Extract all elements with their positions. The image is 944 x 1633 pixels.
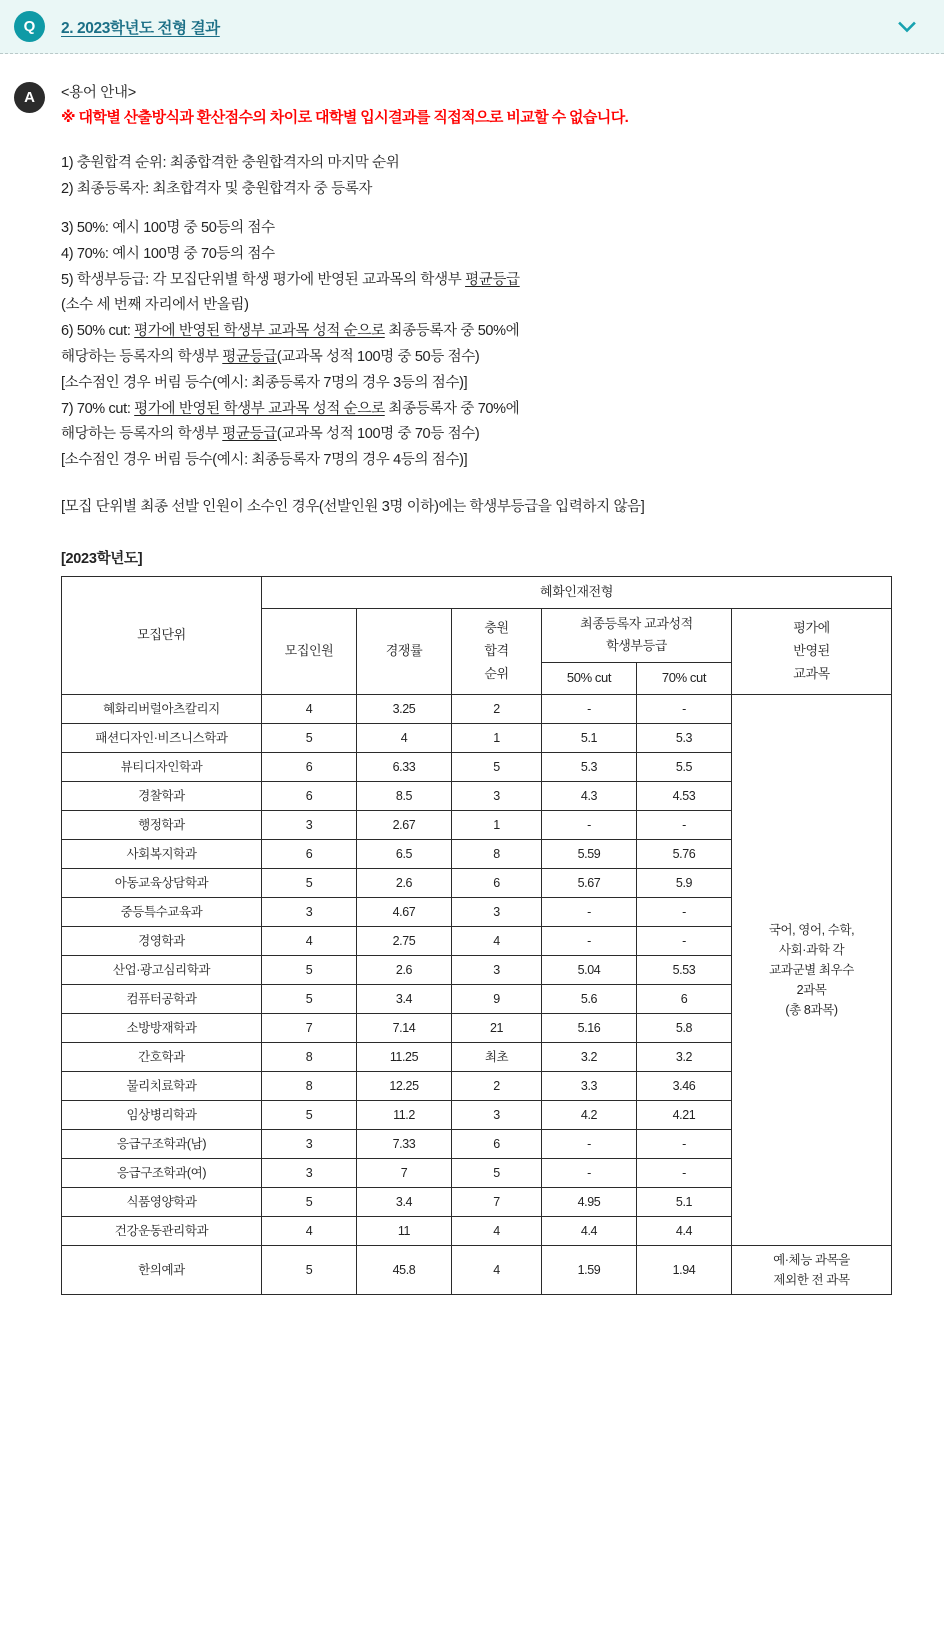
cell-dept: 컴퓨터공학과 (62, 984, 262, 1013)
cell-rank: 1 (452, 723, 542, 752)
cell-cut50: 5.59 (542, 839, 637, 868)
cell-cut70: 4.53 (637, 781, 732, 810)
col-header-ratio: 경쟁률 (357, 608, 452, 694)
header-row-1 (62, 576, 892, 608)
spacer (61, 474, 924, 495)
term-item-5 (61, 268, 924, 294)
cell-quota: 5 (262, 723, 357, 752)
cell-quota: 5 (262, 955, 357, 984)
cell-subject-main: 국어, 영어, 수학, 사회·과학 각 교과군별 최우수 2과목 (총 8과목) (732, 694, 892, 1245)
cell-cut50: 1.59 (542, 1245, 637, 1294)
term-item-7-cont (61, 422, 924, 448)
term-item-6-cont (61, 345, 924, 371)
cell-quota: 5 (262, 984, 357, 1013)
cell-ratio: 4.67 (357, 897, 452, 926)
cell-quota: 5 (262, 1245, 357, 1294)
cell-dept: 임상병리학과 (62, 1100, 262, 1129)
cell-dept: 물리치료학과 (62, 1071, 262, 1100)
term-7b-underline: 평균등급 (222, 426, 277, 443)
cell-dept: 응급구조학과(여) (62, 1158, 262, 1187)
cell-dept: 행정학과 (62, 810, 262, 839)
rank-line-3: 순위 (484, 665, 509, 681)
rank-line-1: 충원 (484, 620, 509, 636)
cell-ratio: 6.5 (357, 839, 452, 868)
cell-cut50: 5.6 (542, 984, 637, 1013)
cell-cut70: - (637, 926, 732, 955)
cell-quota: 4 (262, 926, 357, 955)
col-header-admission-type: 혜화인재전형 (262, 576, 892, 608)
col-header-quota: 모집인원 (262, 608, 357, 694)
cell-rank: 6 (452, 1129, 542, 1158)
cell-rank: 3 (452, 955, 542, 984)
term-5-underline: 평균등급 (465, 271, 520, 288)
cell-cut70: 5.8 (637, 1013, 732, 1042)
table-body (62, 694, 892, 1294)
cell-rank: 21 (452, 1013, 542, 1042)
cell-dept: 식품영양학과 (62, 1187, 262, 1216)
cell-ratio: 7.33 (357, 1129, 452, 1158)
grade-group-line-2: 학생부등급 (606, 638, 667, 654)
cell-cut50: 4.3 (542, 781, 637, 810)
term-7-post: 최종등록자 중 70%에 (384, 400, 520, 417)
cell-quota: 5 (262, 1187, 357, 1216)
faq-question-title[interactable]: 2. 2023학년도 전형 결과 (61, 19, 220, 37)
cell-quota: 7 (262, 1013, 357, 1042)
term-item-5-cont: (소수 세 번째 자리에서 반올림) (61, 297, 249, 314)
cell-rank: 5 (452, 752, 542, 781)
cell-cut70: - (637, 810, 732, 839)
cell-quota: 6 (262, 839, 357, 868)
cell-rank: 3 (452, 897, 542, 926)
term-item-1: 1) 충원합격 순위: 최종합격한 충원합격자의 마지막 순위 (61, 155, 400, 172)
cell-ratio: 2.6 (357, 955, 452, 984)
cell-ratio: 7.14 (357, 1013, 452, 1042)
cell-rank: 1 (452, 810, 542, 839)
chevron-down-icon[interactable] (896, 16, 918, 38)
faq-question-header[interactable] (0, 0, 944, 54)
cell-cut70: 5.9 (637, 868, 732, 897)
term-item-2: 2) 최종등록자: 최초합격자 및 충원합격자 중 등록자 (61, 181, 373, 198)
term-6b-post: (교과목 성적 100명 중 50등 점수) (276, 349, 480, 366)
term-5-pre: 5) 학생부등급: 각 모집단위별 학생 평가에 반영된 교과목의 학생부 (61, 271, 466, 288)
cell-quota: 5 (262, 868, 357, 897)
cell-cut50: 3.3 (542, 1071, 637, 1100)
term-item-7 (61, 397, 924, 423)
cell-quota: 6 (262, 781, 357, 810)
cell-quota: 4 (262, 694, 357, 723)
cell-cut50: 4.4 (542, 1216, 637, 1245)
comparison-warning: ※ 대학별 산출방식과 환산점수의 차이로 대학별 입시결과를 직접적으로 비교할 수 없습니다. (61, 109, 629, 127)
cell-cut70: - (637, 1158, 732, 1187)
cell-quota: 3 (262, 1158, 357, 1187)
term-item-4: 4) 70%: 예시 100명 중 70등의 점수 (61, 245, 275, 262)
cell-rank: 2 (452, 1071, 542, 1100)
cell-rank: 4 (452, 1216, 542, 1245)
cell-dept: 혜화리버럴아츠칼리지 (62, 694, 262, 723)
term-6-post: 최종등록자 중 50%에 (384, 323, 520, 340)
cell-ratio: 7 (357, 1158, 452, 1187)
table-header (62, 576, 892, 694)
cell-quota: 4 (262, 1216, 357, 1245)
cell-cut70: - (637, 694, 732, 723)
cell-rank: 2 (452, 694, 542, 723)
col-header-grade-group (542, 608, 732, 663)
term-7b-pre: 해당하는 등록자의 학생부 (61, 426, 223, 443)
cell-cut70: 5.53 (637, 955, 732, 984)
cell-dept: 사회복지학과 (62, 839, 262, 868)
cell-cut50: - (542, 694, 637, 723)
cell-rank: 8 (452, 839, 542, 868)
col-header-dept: 모집단위 (62, 576, 262, 694)
cell-cut70: 5.76 (637, 839, 732, 868)
cell-rank: 3 (452, 1100, 542, 1129)
cell-ratio: 3.4 (357, 984, 452, 1013)
cell-ratio: 3.25 (357, 694, 452, 723)
cell-dept: 중등특수교육과 (62, 897, 262, 926)
cell-dept: 한의예과 (62, 1245, 262, 1294)
cell-rank: 4 (452, 926, 542, 955)
term-7-pre: 7) 70% cut: (61, 400, 135, 417)
spacer (61, 130, 924, 151)
cell-rank: 9 (452, 984, 542, 1013)
cell-cut70: 6 (637, 984, 732, 1013)
col-header-cut50: 50% cut (542, 663, 637, 695)
cell-cut70: 3.2 (637, 1042, 732, 1071)
cell-cut70: 3.46 (637, 1071, 732, 1100)
col-header-cut70: 70% cut (637, 663, 732, 695)
cell-dept: 패션디자인·비즈니스학과 (62, 723, 262, 752)
cell-cut50: - (542, 1129, 637, 1158)
cell-cut70: 4.21 (637, 1100, 732, 1129)
cell-quota: 8 (262, 1042, 357, 1071)
cell-rank: 7 (452, 1187, 542, 1216)
cell-dept: 건강운동관리학과 (62, 1216, 262, 1245)
term-6b-pre: 해당하는 등록자의 학생부 (61, 349, 223, 366)
subject-line-2: 반영된 (793, 642, 830, 658)
cell-cut50: 4.2 (542, 1100, 637, 1129)
grade-group-line-1: 최종등록자 교과성적 (580, 615, 693, 631)
cell-cut50: 5.16 (542, 1013, 637, 1042)
cell-cut50: 5.1 (542, 723, 637, 752)
term-6-pre: 6) 50% cut: (61, 323, 135, 340)
table-caption: [2023학년도] (61, 550, 143, 567)
spacer (61, 203, 924, 216)
terms-heading: <용어 안내> (61, 85, 136, 101)
cell-quota: 8 (262, 1071, 357, 1100)
cell-dept: 경찰학과 (62, 781, 262, 810)
cell-quota: 3 (262, 1129, 357, 1158)
cell-dept: 산업·광고심리학과 (62, 955, 262, 984)
cell-rank: 6 (452, 868, 542, 897)
cell-cut50: 3.2 (542, 1042, 637, 1071)
answer-badge: A (14, 82, 45, 113)
faq-answer-section (0, 54, 944, 1335)
term-item-7-example: [소수점인 경우 버림 등수(예시: 최종등록자 7명의 경우 4등의 점수)] (61, 452, 468, 469)
cell-ratio: 6.33 (357, 752, 452, 781)
cell-quota: 5 (262, 1100, 357, 1129)
cell-dept: 응급구조학과(남) (62, 1129, 262, 1158)
cell-quota: 3 (262, 897, 357, 926)
term-6-underline: 평가에 반영된 학생부 교과목 성적 순으로 (134, 323, 385, 340)
cell-cut50: 5.04 (542, 955, 637, 984)
small-cohort-note: [모집 단위별 최종 선발 인원이 소수인 경우(선발인원 3명 이하)에는 학생부등급을 입력하지 않음] (61, 499, 645, 516)
cell-ratio: 3.4 (357, 1187, 452, 1216)
term-item-6-example: [소수점인 경우 버림 등수(예시: 최종등록자 7명의 경우 3등의 점수)] (61, 374, 468, 391)
cell-ratio: 11.2 (357, 1100, 452, 1129)
cell-quota: 6 (262, 752, 357, 781)
cell-cut70: 5.1 (637, 1187, 732, 1216)
subject-line-3: 교과목 (793, 665, 830, 681)
table-row (62, 694, 892, 723)
cell-ratio: 8.5 (357, 781, 452, 810)
cell-dept: 뷰티디자인학과 (62, 752, 262, 781)
term-6b-underline: 평균등급 (222, 349, 277, 366)
table-row (62, 1245, 892, 1294)
cell-cut50: 5.67 (542, 868, 637, 897)
cell-cut70: - (637, 1129, 732, 1158)
term-item-3: 3) 50%: 예시 100명 중 50등의 점수 (61, 220, 275, 237)
cell-ratio: 4 (357, 723, 452, 752)
cell-ratio: 12.25 (357, 1071, 452, 1100)
cell-ratio: 2.67 (357, 810, 452, 839)
cell-cut50: - (542, 926, 637, 955)
cell-subject-last: 예·체능 과목을 제외한 전 과목 (732, 1245, 892, 1294)
cell-cut50: - (542, 1158, 637, 1187)
question-badge: Q (14, 11, 45, 42)
cell-cut50: - (542, 810, 637, 839)
cell-quota: 3 (262, 810, 357, 839)
cell-ratio: 45.8 (357, 1245, 452, 1294)
cell-cut70: 5.5 (637, 752, 732, 781)
cell-dept: 아동교육상담학과 (62, 868, 262, 897)
cell-ratio: 2.75 (357, 926, 452, 955)
cell-dept: 경영학과 (62, 926, 262, 955)
cell-cut50: 4.95 (542, 1187, 637, 1216)
cell-cut50: - (542, 897, 637, 926)
cell-rank: 3 (452, 781, 542, 810)
answer-content (61, 82, 924, 1295)
cell-cut70: - (637, 897, 732, 926)
cell-ratio: 2.6 (357, 868, 452, 897)
cell-rank: 최초 (452, 1042, 542, 1071)
cell-dept: 간호학과 (62, 1042, 262, 1071)
term-item-6 (61, 319, 924, 345)
cell-cut70: 5.3 (637, 723, 732, 752)
cell-rank: 4 (452, 1245, 542, 1294)
cell-cut50: 5.3 (542, 752, 637, 781)
col-header-subject (732, 608, 892, 694)
cell-ratio: 11 (357, 1216, 452, 1245)
cell-cut70: 1.94 (637, 1245, 732, 1294)
cell-cut70: 4.4 (637, 1216, 732, 1245)
term-7b-post: (교과목 성적 100명 중 70등 점수) (276, 426, 480, 443)
rank-line-2: 합격 (484, 642, 509, 658)
cell-dept: 소방방재학과 (62, 1013, 262, 1042)
subject-line-1: 평가에 (793, 620, 830, 636)
term-7-underline: 평가에 반영된 학생부 교과목 성적 순으로 (134, 400, 385, 417)
admission-results-table (61, 576, 892, 1295)
cell-ratio: 11.25 (357, 1042, 452, 1071)
col-header-rank (452, 608, 542, 694)
cell-rank: 5 (452, 1158, 542, 1187)
